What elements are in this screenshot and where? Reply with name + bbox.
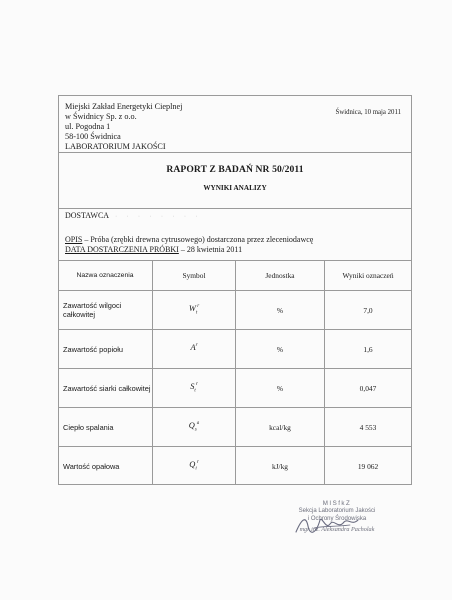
parameter-value: 19 062 <box>325 447 412 486</box>
parameter-unit: % <box>236 291 325 330</box>
header-block <box>59 96 411 153</box>
parameter-unit: kcal/kg <box>236 408 325 447</box>
report-subtitle: WYNIKI ANALIZY <box>203 184 267 192</box>
stamp-line: MISfkZ <box>322 500 352 507</box>
stamp-line: i Ochrony Środowiska <box>307 516 367 522</box>
table-row <box>59 291 411 330</box>
supplier-label: DOSTAWCA <box>65 211 110 220</box>
symbol-sup: r <box>196 460 199 466</box>
symbol-main: Q <box>189 460 196 470</box>
symbol-sup: a <box>196 421 200 427</box>
column-header: Symbol <box>153 260 236 291</box>
org-line: w Świdnicy Sp. z o.o. <box>65 112 137 121</box>
parameter-symbol <box>153 330 236 369</box>
parameter-unit: kJ/kg <box>236 447 325 486</box>
symbol-sub: s <box>194 427 197 433</box>
symbol-sup: r <box>197 304 200 310</box>
title-block <box>59 152 411 209</box>
organization-address <box>65 102 182 152</box>
table-row <box>59 369 411 408</box>
org-line: ul. Pogodna 1 <box>65 122 111 131</box>
description-text: – Próba (zrębki drewna cytrusowego) dostarczona przez zleceniodawcę <box>82 235 314 244</box>
stamp-line: Sekcja Laboratorium Jakości <box>298 508 376 514</box>
org-line: LABORATORIUM JAKOŚCI <box>65 142 166 151</box>
symbol-sup: r <box>195 343 198 349</box>
table-row <box>59 330 411 369</box>
symbol-sub: i <box>195 466 197 472</box>
delivery-date-line <box>65 245 242 255</box>
results-table <box>59 260 411 485</box>
org-line: Miejski Zakład Energetyki Cieplnej <box>65 102 183 111</box>
report-frame <box>58 95 412 485</box>
description-line <box>65 235 313 245</box>
supplier-line <box>65 211 202 222</box>
column-header: Nazwa oznaczenia <box>59 260 153 291</box>
handwritten-signature <box>292 512 362 538</box>
table-row <box>59 408 411 447</box>
symbol-sup: r <box>195 382 198 388</box>
symbol-main: S <box>190 382 195 392</box>
parameter-name: Zawartość wilgoci całkowitej <box>59 291 153 330</box>
stamp-signatory: mgr inż. Aleksandra Pacholak <box>299 526 375 533</box>
parameter-name: Wartość opałowa <box>59 447 153 486</box>
parameter-unit: % <box>236 330 325 369</box>
parameter-value: 0,047 <box>325 369 412 408</box>
parameter-symbol <box>153 447 236 486</box>
table-header-row <box>59 260 411 291</box>
symbol-sub: t <box>195 310 198 316</box>
parameter-symbol <box>153 291 236 330</box>
symbol-main: Q <box>188 421 195 431</box>
parameter-name: Ciepło spalania <box>59 408 153 447</box>
parameter-symbol <box>153 369 236 408</box>
symbol-main: W <box>188 304 196 314</box>
column-header: Wyniki oznaczeń <box>325 260 412 291</box>
symbol-main: A <box>190 343 196 353</box>
delivery-date-label: DATA DOSTARCZENIA PRÓBKI <box>65 245 179 254</box>
redacted-marks: · · · · · · · · <box>115 214 202 220</box>
org-line: 58-100 Świdnica <box>65 132 121 141</box>
report-title: RAPORT Z BADAŃ NR 50/2011 <box>166 164 304 175</box>
description-label: OPIS <box>65 235 83 244</box>
parameter-value: 7,0 <box>325 291 412 330</box>
parameter-name: Zawartość siarki całkowitej <box>59 369 153 408</box>
parameter-unit: % <box>236 369 325 408</box>
delivery-date-text: – 28 kwietnia 2011 <box>178 245 243 254</box>
symbol-sub: t <box>194 388 196 394</box>
column-header: Jednostka <box>236 260 325 291</box>
info-block <box>59 208 411 261</box>
parameter-name: Zawartość popiołu <box>59 330 153 369</box>
report-date: Świdnica, 10 maja 2011 <box>335 109 401 116</box>
parameter-symbol <box>153 408 236 447</box>
parameter-value: 1,6 <box>325 330 412 369</box>
parameter-value: 4 553 <box>325 408 412 447</box>
table-row <box>59 447 411 486</box>
